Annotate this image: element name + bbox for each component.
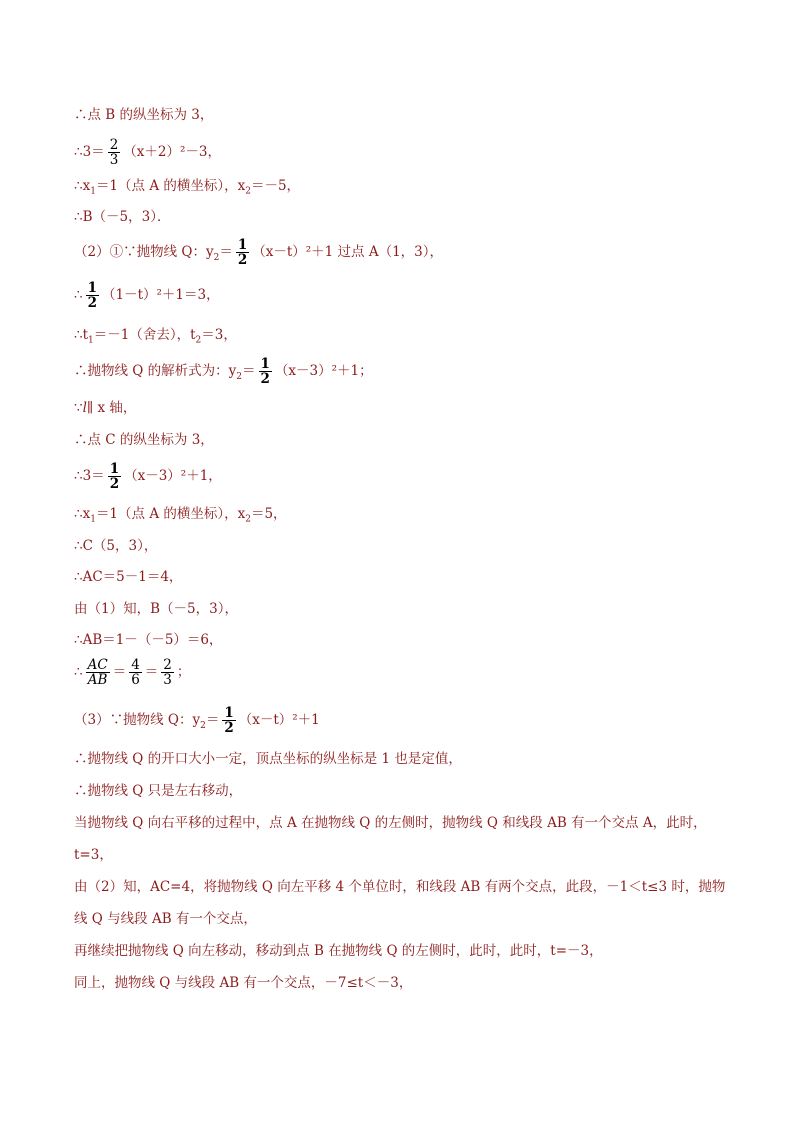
line-10: ∴点 C 的纵坐标为 3， — [74, 432, 214, 448]
line-14: ∴AC＝5－1＝4， — [74, 569, 183, 585]
fraction-ac-ab: $\frac{AC}{AB}$ — [87, 657, 108, 689]
line-2: ∴3＝ $\frac{2}{3}$ （x＋2）²－3， — [74, 137, 221, 169]
fraction-half: $\frac{1}{2}$ — [224, 705, 234, 737]
fraction-half: $\frac{1}{2}$ — [87, 280, 97, 312]
line-9: ∵l∥ x 轴， — [74, 400, 137, 416]
fraction-half: $\frac{1}{2}$ — [260, 356, 270, 388]
fraction-half: $\frac{1}{2}$ — [237, 237, 248, 269]
line-20: ∴抛物线 Q 只是左右移动， — [74, 783, 243, 799]
line-8: ∴抛物线 Q 的解析式为：$y_2=$ $\frac{1}{2}$ （x－3）²＋1； — [74, 356, 373, 388]
fraction-two-thirds: $\frac{2}{3}$ — [163, 657, 172, 689]
fraction-four-sixths: $\frac{4}{6}$ — [131, 657, 140, 689]
line-24: 线 Q 与线段 AB 有一个交点， — [74, 911, 257, 927]
line-23: 由（2）知，AC=4，将抛物线 Q 向左平移 4 个单位时，和线段 AB 有两个交点，此段，－1＜t≤3 时，抛物 — [74, 879, 726, 895]
line-17: ∴ $\frac{AC}{AB}$ ＝ $\frac{4}{6}$ ＝ $\frac{2}{3}$ ； — [74, 657, 191, 689]
line-12: $\therefore x_1=1$（点 A 的横坐标），$x_2=5$， — [74, 506, 287, 525]
line-l-symbol: l — [82, 400, 87, 416]
line-7: $\therefore t_1=-1$（舍去），$t_2=3$， — [74, 327, 237, 346]
line-13: ∴C（5，3）， — [74, 538, 158, 554]
line-5: （2）①∵抛物线 Q：$y_2=$ $\frac{1}{2}$ （x－t）²＋1 过点 A（1，3）， — [74, 237, 444, 269]
line-21: 当抛物线 Q 向右平移的过程中，点 A 在抛物线 Q 的左侧时，抛物线 Q 和线段 AB 有一个交点 A，此时， — [74, 815, 707, 831]
fraction-two-thirds: $\frac{2}{3}$ — [109, 137, 119, 169]
line-22: t=3， — [74, 847, 113, 863]
line-1: ∴点 B 的纵坐标为 3， — [74, 107, 214, 123]
line-4: ∴B（－5，3）． — [74, 209, 171, 225]
line-25: 再继续把抛物线 Q 向左移动，移动到点 B 在抛物线 Q 的左侧时，此时，此时，t=－3， — [74, 943, 603, 959]
line-15: 由（1）知，B（－5，3）， — [74, 601, 238, 617]
line-3: $\therefore x_1=1$（点 A 的横坐标），$x_2=-5$， — [74, 178, 301, 197]
line-19: ∴抛物线 Q 的开口大小一定，顶点坐标的纵坐标是 1 也是定值， — [74, 751, 462, 767]
line-6: ∴ $\frac{1}{2}$ （1－t）²＋1＝3， — [74, 280, 220, 312]
line-16: ∴AB＝1－（－5）＝6， — [74, 632, 223, 648]
fraction-half: $\frac{1}{2}$ — [109, 461, 120, 493]
line-18: （3）∵抛物线 Q：$y_2=$ $\frac{1}{2}$ （x－t）²＋1 — [74, 705, 320, 737]
line-11: ∴3＝ $\frac{1}{2}$ （x－3）²＋1， — [74, 461, 222, 493]
line-26: 同上，抛物线 Q 与线段 AB 有一个交点，－7≤t＜－3， — [74, 975, 413, 991]
